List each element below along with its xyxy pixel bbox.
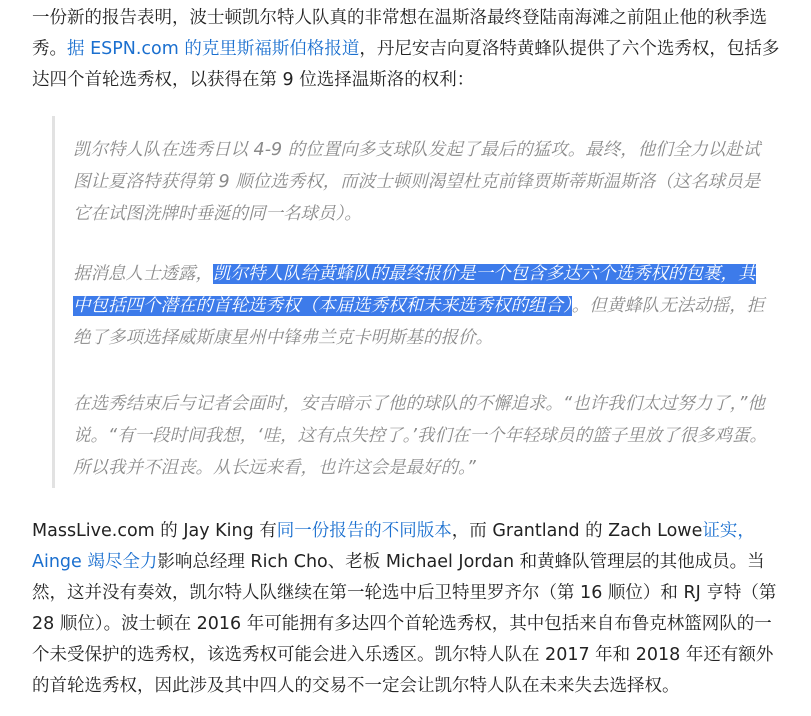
quote-paragraph-2-text-b: 。但黄蜂队无法动摇，拒绝了多项选择威斯康星州中锋弗兰克卡明斯基的报价。	[73, 296, 765, 348]
paragraph-masslive-text-a: MassLive.com 的 Jay King 有	[32, 521, 277, 541]
paragraph-intro-text-b: ，丹尼安吉向夏洛特黄蜂队提供了六个选秀权，包括多达四个首轮选秀权，以获得在第 9 位选择温斯洛的权利：	[32, 39, 780, 90]
paragraph-intro	[32, 3, 784, 96]
paragraph-masslive	[32, 516, 784, 702]
espn-report-link[interactable]: 据 ESPN.com 的克里斯福斯伯格报道	[67, 39, 360, 59]
selected-text-highlight[interactable]: 凯尔特人队给黄蜂队的最终报价是一个包含多达六个选秀权的包裹，其中包括四个潜在的首轮选秀权（本届选秀权和未来选秀权的组合）	[73, 264, 756, 316]
quote-paragraph-1: 凯尔特人队在选秀日以 4-9 的位置向多支球队发起了最后的猛攻。最终，他们全力以赴试图让夏洛特获得第 9 顺位选秀权，而波士顿则渴望杜克前锋贾斯蒂斯温斯洛（这名球员是它在试图洗牌时垂涎的同一名球员）。	[73, 140, 761, 224]
masslive-report-link[interactable]: 同一份报告的不同版本	[276, 521, 452, 541]
paragraph-masslive-text-b: ，而 Grantland 的 Zach Lowe	[451, 521, 703, 541]
quote-paragraph-2-text-a: 据消息人士透露，	[73, 264, 213, 284]
paragraph-intro-text-a: 一份新的报告表明，波士顿凯尔特人队真的非常想在温斯洛最终登陆南海滩之前阻止他的秋季选秀。	[32, 8, 767, 59]
grantland-confirm-link[interactable]: 证实，Ainge 竭尽全力	[32, 521, 755, 572]
quote-paragraph-3: 在选秀结束后与记者会面时，安吉暗示了他的球队的不懈追求。“也许我们太过努力了，”他说。“有一段时间我想，‘哇，这有点失控了。’我们在一个年轻球员的篮子里放了很多鸡蛋。所以我并不沮丧。从长远来看，也许这会是最好的。”	[73, 394, 767, 478]
quote-paragraph-2	[73, 258, 769, 354]
paragraph-masslive-text-c: 影响总经理 Rich Cho、老板 Michael Jordan 和黄蜂队管理层的其他成员。当然，这并没有奏效，凯尔特人队继续在第一轮选中后卫特里罗齐尔（第 16 顺位）和 RJ 亨特（第 28 顺位）。波士顿在 2016 年可能拥有多达四个首轮选秀权，其中包括来自布鲁克林篮网队的一个未受保护的选秀权，该选秀权可能会进入乐透区。凯尔特人队在 2017 年和 2018 年还有额外的首轮选秀权，因此涉及其中四人的交易不一定会让凯尔特人队在未来失去选择权。	[32, 552, 777, 696]
blockquote	[52, 116, 795, 488]
